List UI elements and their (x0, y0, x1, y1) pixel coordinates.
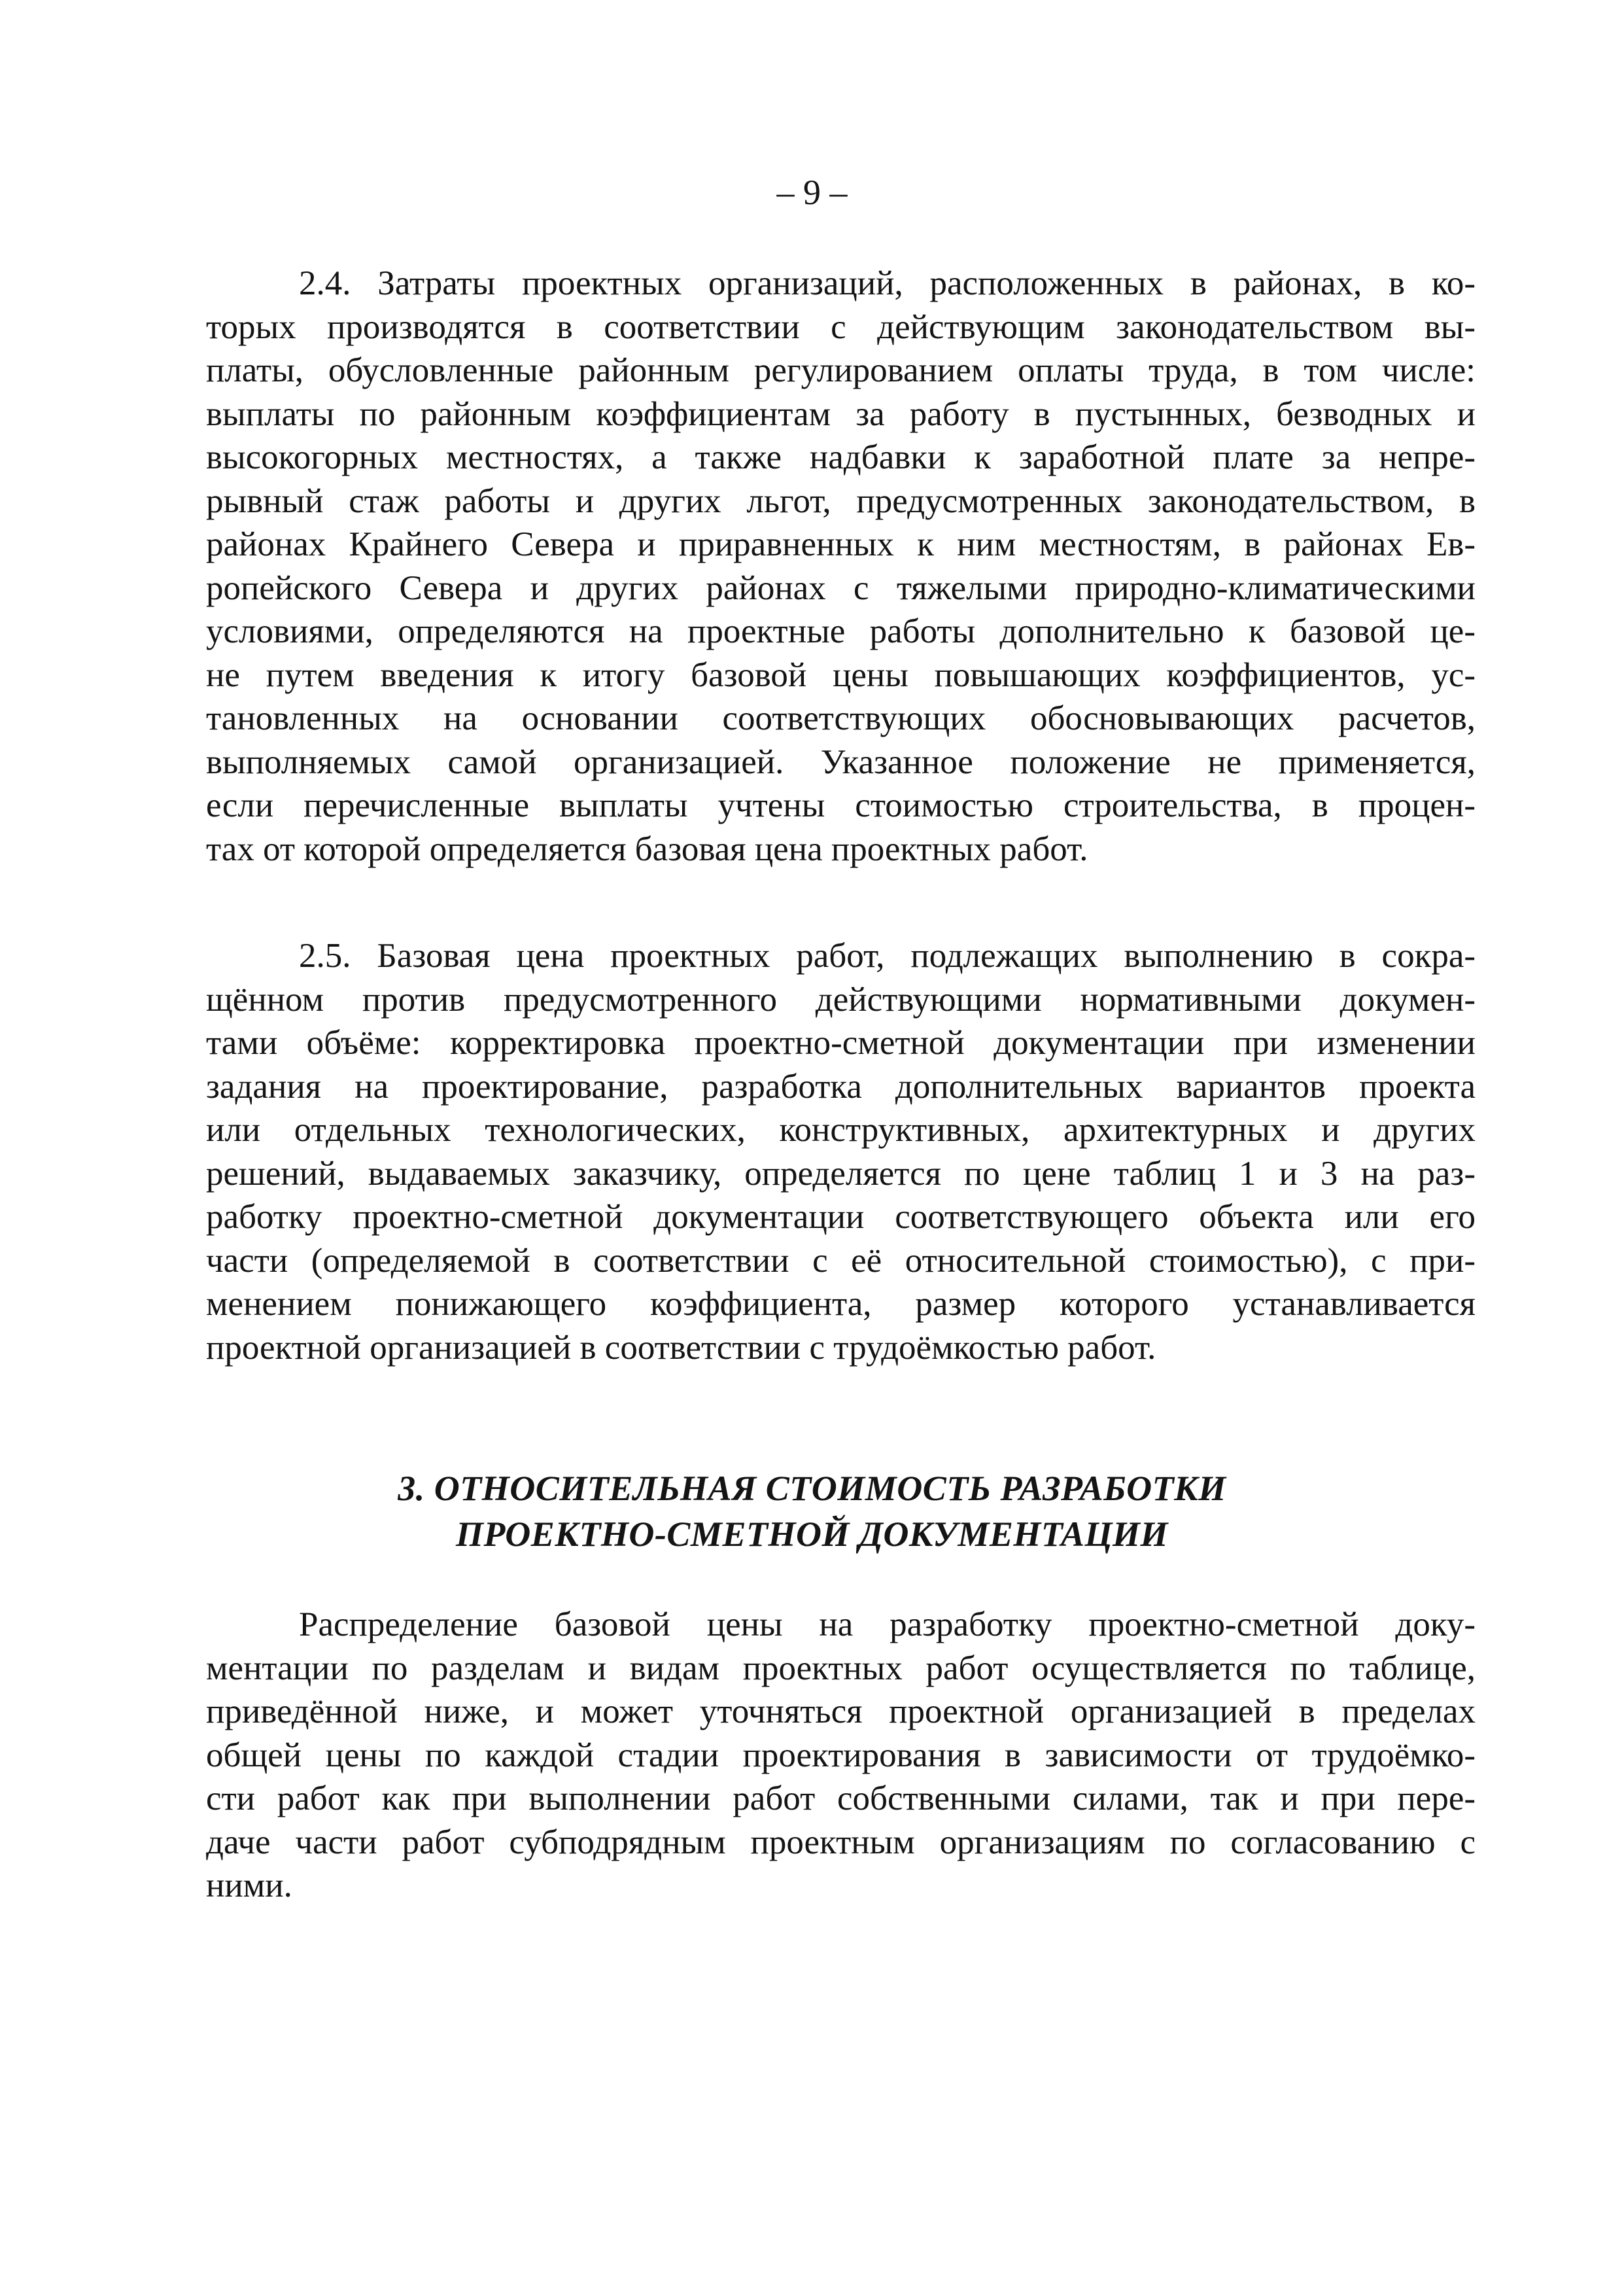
paragraph-line: условиями, определяются на проектные работы дополнительно к базовой це- (206, 612, 1476, 650)
paragraph-line: если перечисленные выплаты учтены стоимостью строительства, в процен- (206, 786, 1476, 824)
page-number: – 9 – (776, 173, 848, 212)
paragraph-line: менением понижающего коэффициента, размер которого устанавливается (206, 1285, 1476, 1323)
paragraph-line: щённом против предусмотренного действующими нормативными докумен- (206, 980, 1476, 1019)
paragraph-line: выполняемых самой организацией. Указанное положение не применяется, (206, 743, 1476, 781)
paragraph-line: районах Крайнего Севера и приравненных к ним местностям, в районах Ев- (206, 525, 1476, 563)
paragraph-line: Распределение базовой цены на разработку проектно-сметной доку- (299, 1605, 1476, 1643)
paragraph-line: не путем введения к итогу базовой цены повышающих коэффициентов, ус- (206, 656, 1476, 694)
paragraph-line: высокогорных местностях, а также надбавки к заработной плате за непре- (206, 438, 1476, 476)
paragraph-line: проектной организацией в соответствии с трудоёмкостью работ. (206, 1328, 1156, 1367)
paragraph-line: задания на проектирование, разработка дополнительных вариантов проекта (206, 1067, 1476, 1106)
paragraph-line: выплаты по районным коэффициентам за работу в пустынных, безводных и (206, 394, 1476, 433)
paragraph-line: 2.4. Затраты проектных организаций, расположенных в районах, в ко- (299, 264, 1476, 302)
paragraph-line: тами объёме: корректировка проектно-сметной документации при изменении (206, 1024, 1476, 1062)
paragraph-line: торых производятся в соответствии с действующим законодательством вы- (206, 307, 1476, 346)
paragraph-line: платы, обусловленные районным регулированием оплаты труда, в том числе: (206, 351, 1476, 389)
section-3-paragraph (206, 1603, 1476, 1908)
paragraph-2-4 (206, 262, 1476, 871)
paragraph-line: или отдельных технологических, конструктивных, архитектурных и других (206, 1111, 1476, 1149)
paragraph-line: сти работ как при выполнении работ собственными силами, так и при пере- (206, 1779, 1476, 1817)
paragraph-line: общей цены по каждой стадии проектирования в зависимости от трудоёмко- (206, 1736, 1476, 1774)
paragraph-line: приведённой ниже, и может уточняться проектной организацией в пределах (206, 1692, 1476, 1730)
paragraph-line: части (определяемой в соответствии с её относительной стоимостью), с при- (206, 1241, 1476, 1280)
paragraph-line: ропейского Севера и других районах с тяжелыми природно-климатическими (206, 569, 1476, 607)
paragraph-line: ментации по разделам и видам проектных работ осуществляется по таблице, (206, 1649, 1476, 1687)
paragraph-line: работку проектно-сметной документации соответствующего объекта или его (206, 1198, 1476, 1236)
section-heading-line-1: 3. ОТНОСИТЕЛЬНАЯ СТОИМОСТЬ РАЗРАБОТКИ (398, 1469, 1226, 1508)
paragraph-line: 2.5. Базовая цена проектных работ, подлежащих выполнению в сокра- (299, 937, 1476, 975)
paragraph-line: ними. (206, 1866, 292, 1904)
paragraph-line: решений, выдаваемых заказчику, определяется по цене таблиц 1 и 3 на раз- (206, 1154, 1476, 1193)
paragraph-line: рывный стаж работы и других льгот, предусмотренных законодательством, в (206, 482, 1476, 520)
section-3-heading (0, 1465, 1624, 1557)
paragraph-2-5 (206, 934, 1476, 1369)
paragraph-line: тановленных на основании соответствующих обосновывающих расчетов, (206, 699, 1476, 737)
paragraph-line: тах от которой определяется базовая цена проектных работ. (206, 830, 1088, 868)
paragraph-line: даче части работ субподрядным проектным организациям по согласованию с (206, 1823, 1476, 1861)
section-heading-line-2: ПРОЕКТНО-СМЕТНОЙ ДОКУМЕНТАЦИИ (456, 1515, 1168, 1554)
